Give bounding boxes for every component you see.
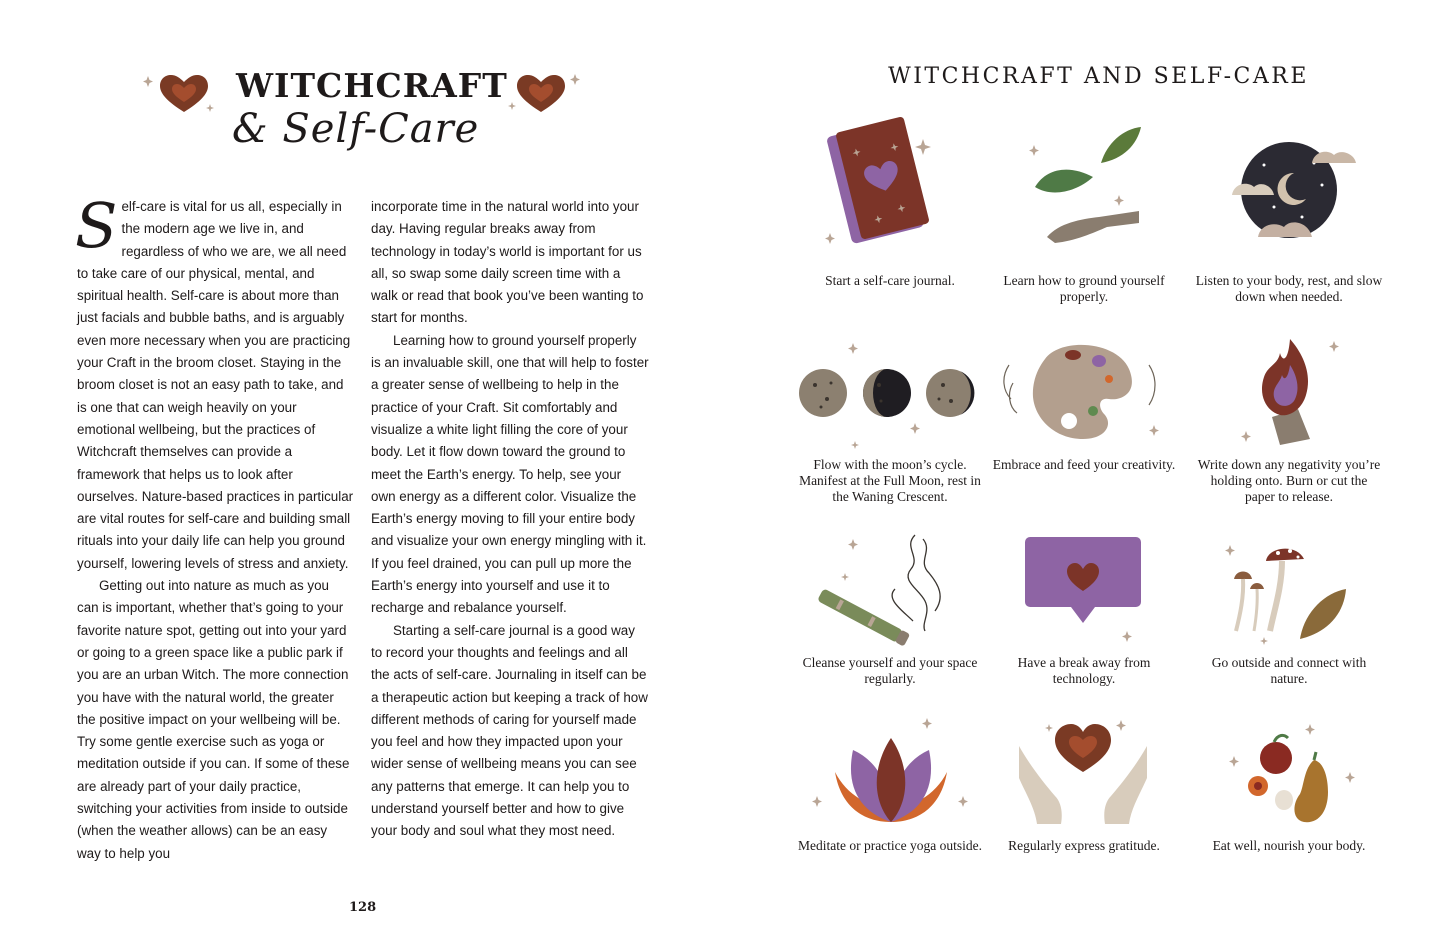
tip-caption: Write down any negativity you’re holding onto. Burn or cut the paper to release. <box>1197 457 1381 504</box>
tip-caption: Regularly express gratitude. <box>1008 838 1160 853</box>
mushrooms-leaf-icon <box>1194 527 1384 652</box>
night-sky-icon <box>1194 115 1384 260</box>
tip-card-rest <box>1194 115 1384 304</box>
tip-card-journal <box>795 115 985 300</box>
fruit-vegetables-icon <box>1194 712 1384 832</box>
tip-caption: Meditate or practice yoga outside. <box>797 838 983 853</box>
moon-phases-icon <box>795 335 985 455</box>
tip-caption: Eat well, nourish your body. <box>1212 838 1366 853</box>
body-column-2 <box>371 196 649 843</box>
smudge-stick-icon <box>795 527 985 652</box>
body-column-1 <box>75 189 354 865</box>
tip-caption: Embrace and feed your creativity. <box>992 457 1176 472</box>
infographic-title: WITCHCRAFT AND SELF-CARE <box>888 64 1309 89</box>
paragraph: incorporate time in the natural world into your day. Having regular breaks away from technology in today’s world is important for us all, so swap some daily screen time with a walk or read that book you’ve been wanting to start for months. <box>371 199 644 326</box>
tip-card-meditate <box>795 712 985 897</box>
paragraph: Learning how to ground yourself properly is an invaluable skill, one that will help to foster a greater sense of wellbeing to help in the practice of your Craft. Sit comfortably and visualize a white light filling the core of your body. Let it flow down toward the ground to meet the Earth’s energy. To help, see your own energy as a different color. Visualize the Earth’s energy moving to fill your entire body and visualize your own energy mingling with it. If you feel drained, you can pull up more the Earth’s energy into yourself and use it to recharge and rebalance yourself. <box>371 332 649 616</box>
left-page <box>0 0 722 948</box>
paragraph: Getting out into nature as much as you can is important, whether that’s going to your favorite nature spot, getting out into your yard or going to a green space like a public park if you are an urban Witch. The more connection you have with the natural world, the greater the positive impact on your wellbeing will be. Try some gentle exercise such as yoga or meditation outside if you can. If some of these are already part of your daily practice, switching your activities from inside to outside (when the weather allows) can be an easy way to help you <box>77 578 350 861</box>
title-line-1: WITCHCRAFT <box>236 66 508 105</box>
tip-caption: Learn how to ground yourself properly. <box>1003 273 1165 304</box>
tip-caption: Cleanse yourself and your space regularly. <box>802 655 978 686</box>
page-number: 128 <box>349 900 377 915</box>
paragraph: Starting a self-care journal is a good way to record your thoughts and feelings and all the acts of self-care. Journaling in itself can be a therapeutic action but keeping a track of how different methods of caring for yourself made you feel and how they impacted upon your wider sense of wellbeing means you can see any patterns that emerge. It can help you to understand yourself better and how to give your body and soul what they most need. <box>371 622 648 839</box>
tip-card-ground <box>989 115 1179 304</box>
paint-palette-icon <box>989 335 1179 455</box>
right-page <box>722 0 1445 948</box>
tip-card-release <box>1194 335 1384 520</box>
title-line-2: & Self-Care <box>232 106 480 152</box>
tip-card-creativity <box>989 335 1179 520</box>
tip-caption: Listen to your body, rest, and slow down when needed. <box>1195 273 1383 304</box>
paragraph: Self-care is vital for us all, especially in the modern age we live in, and regardless of who we are, we all need to take care of our physical, mental, and spiritual health. Self-care is about more than just facials and bubble baths, and is arguably even more necessary when you are practicing your Craft in the broom closet. Staying in the broom closet is not an easy path to take, and is one that can weigh heavily on your emotional wellbeing, but the practices of Witchcraft themselves can provide a framework that helps us to look after ourselves. Nature-based practices in particular are vital routes for self-care and building small rituals into your daily life can help you ground yourself, lowering levels of stress and anxiety. <box>75 189 354 571</box>
tip-card-cleanse <box>795 527 985 712</box>
tip-caption: Flow with the moon’s cycle. Manifest at the Full Moon, rest in the Waning Crescent. <box>799 457 981 504</box>
heart-left-icon <box>140 68 220 118</box>
heart-right-icon <box>505 68 590 118</box>
tip-caption: Start a self-care journal. <box>825 273 955 288</box>
journal-icon <box>795 115 985 260</box>
lotus-icon <box>795 712 985 832</box>
gratitude-hands-icon <box>989 712 1179 832</box>
chapter-title <box>0 62 722 172</box>
tip-card-technology <box>989 527 1179 712</box>
grounding-hand-icon <box>989 115 1179 260</box>
heart-notification-icon <box>989 527 1179 652</box>
tip-card-moon <box>795 335 985 520</box>
tip-card-nature <box>1194 527 1384 712</box>
tip-card-eat <box>1194 712 1384 897</box>
drop-cap: S <box>75 189 118 262</box>
burning-paper-icon <box>1194 335 1384 455</box>
tip-card-gratitude <box>989 712 1179 897</box>
tip-caption: Go outside and connect with nature. <box>1211 655 1367 686</box>
tip-caption: Have a break away from technology. <box>1017 655 1151 686</box>
